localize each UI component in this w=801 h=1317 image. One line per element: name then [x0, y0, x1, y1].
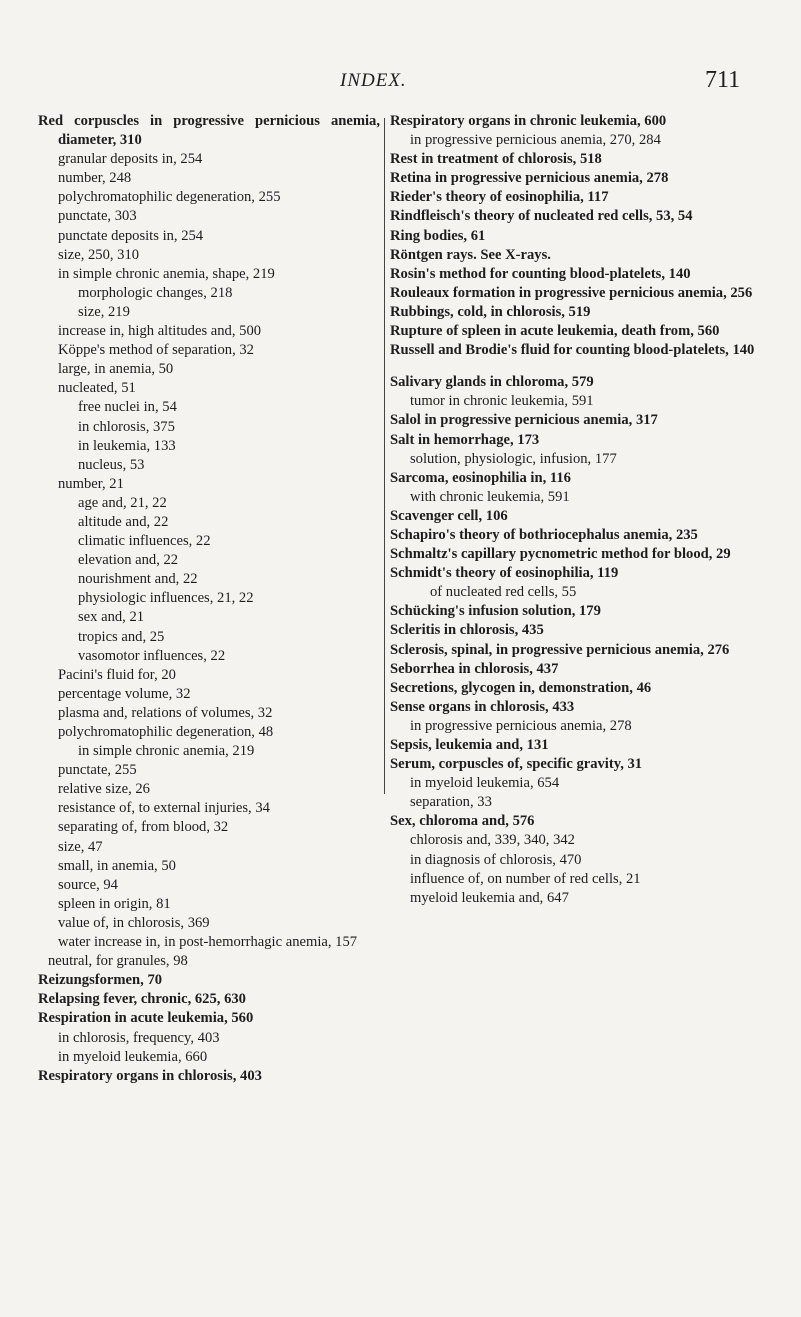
index-entry: Secretions, glycogen in, demonstration, 46 [390, 679, 652, 696]
index-entry: Salt in hemorrhage, 173 [390, 431, 540, 448]
index-entry: relative size, 26 [58, 781, 150, 798]
index-entry: size, 47 [58, 838, 103, 855]
index-entry: in progressive pernicious anemia, 278 [410, 717, 632, 734]
index-entry: Rindfleisch's theory of nucleated red cells, 53, 54 [390, 208, 693, 225]
index-entry: Schücking's infusion solution, 179 [390, 603, 601, 620]
index-entry: Salol in progressive pernicious anemia, 317 [390, 412, 658, 429]
index-entry: Rouleaux formation in progressive pernicious anemia, 256 [390, 284, 753, 301]
index-entry: Rupture of spleen in acute leukemia, death from, 560 [390, 323, 720, 340]
index-entry: plasma and, relations of volumes, 32 [58, 704, 273, 721]
index-entry: punctate, 255 [58, 762, 137, 779]
index-entry: number, 21 [58, 475, 124, 492]
index-entry: spleen in origin, 81 [58, 895, 171, 912]
index-entry: Russell and Brodie's fluid for counting blood-platelets, 140 [390, 342, 755, 359]
index-entry: in leukemia, 133 [78, 437, 176, 454]
index-entry: Sex, chloroma and, 576 [390, 813, 535, 830]
index-entry: Rosin's method for counting blood-platelets, 140 [390, 265, 691, 282]
index-entry: Relapsing fever, chronic, 625, 630 [38, 991, 246, 1008]
index-entry: Schapiro's theory of bothriocephalus anemia, 235 [390, 526, 698, 543]
index-entry: Respiratory organs in chlorosis, 403 [38, 1067, 262, 1084]
index-entry: age and, 21, 22 [78, 494, 167, 511]
index-entry: Scleritis in chlorosis, 435 [390, 622, 544, 639]
index-entry: Rieder's theory of eosinophilia, 117 [390, 189, 609, 206]
index-entry: punctate deposits in, 254 [58, 227, 204, 244]
index-entry: percentage volume, 32 [58, 685, 191, 702]
index-entry: Rubbings, cold, in chlorosis, 519 [390, 303, 591, 320]
index-entry: Pacini's fluid for, 20 [58, 666, 176, 683]
index-entry: Köppe's method of separation, 32 [58, 342, 254, 359]
index-entry: value of, in chlorosis, 369 [58, 914, 210, 931]
index-entry: in myeloid leukemia, 660 [58, 1048, 208, 1065]
index-entry: Röntgen rays. See X-rays. [390, 246, 551, 263]
index-entry: physiologic influences, 21, 22 [78, 590, 254, 607]
index-entry: punctate, 303 [58, 208, 137, 225]
index-entry: Sarcoma, eosinophilia in, 116 [390, 469, 571, 486]
page-header [0, 67, 801, 100]
index-entry: in simple chronic anemia, 219 [78, 743, 255, 760]
index-entry: Schmaltz's capillary pycnometric method for blood, 29 [390, 546, 731, 563]
index-entry: solution, physiologic, infusion, 177 [410, 450, 617, 467]
index-entry: influence of, on number of red cells, 21 [410, 870, 641, 887]
index-entry: in simple chronic anemia, shape, 219 [58, 265, 275, 282]
index-entry: free nuclei in, 54 [78, 399, 177, 416]
index-entry: Salivary glands in chloroma, 579 [390, 374, 594, 391]
index-entry: water increase in, in post-hemorrhagic anemia, 157 [58, 934, 358, 951]
index-entry: sex and, 21 [78, 609, 145, 626]
index-entry: Retina in progressive pernicious anemia, 278 [390, 170, 669, 187]
index-entry: separating of, from blood, 32 [58, 819, 229, 836]
index-entry: of nucleated red cells, 55 [430, 584, 577, 601]
index-entry: chlorosis and, 339, 340, 342 [410, 832, 575, 849]
index-entry: granular deposits in, 254 [58, 151, 203, 168]
index-entry: size, 219 [78, 303, 130, 320]
index-entry: nucleus, 53 [78, 456, 145, 473]
index-entry: Reizungsformen, 70 [38, 972, 163, 989]
index-entry: polychromatophilic degeneration, 255 [58, 189, 281, 206]
index-column-right [390, 112, 770, 908]
index-entry: resistance of, to external injuries, 34 [58, 800, 270, 817]
index-entry: in diagnosis of chlorosis, 470 [410, 851, 582, 868]
index-entry: Respiratory organs in chronic leukemia, 600 [390, 113, 667, 129]
index-entry: Schmidt's theory of eosinophilia, 119 [390, 565, 619, 582]
index-column-left [38, 112, 380, 1086]
index-entry: source, 94 [58, 876, 118, 893]
index-entry: large, in anemia, 50 [58, 361, 174, 378]
index-entry: in progressive pernicious anemia, 270, 284 [410, 132, 661, 149]
index-entry: altitude and, 22 [78, 513, 169, 530]
index-entry: separation, 33 [410, 794, 492, 811]
index-entry: vasomotor influences, 22 [78, 647, 226, 664]
index-entry: Sepsis, leukemia and, 131 [390, 737, 549, 753]
index-entry: Respiration in acute leukemia, 560 [38, 1010, 254, 1027]
index-entry: tumor in chronic leukemia, 591 [410, 393, 594, 410]
index-entry: tropics and, 25 [78, 628, 165, 645]
index-entry: Rest in treatment of chlorosis, 518 [390, 151, 602, 168]
index-entry: elevation and, 22 [78, 552, 179, 569]
index-entry: Seborrhea in chlorosis, 437 [390, 660, 559, 677]
index-entry: myeloid leukemia and, 647 [410, 889, 569, 906]
index-entry: polychromatophilic degeneration, 48 [58, 724, 274, 740]
index-entry: neutral, for granules, 98 [48, 953, 188, 970]
index-entry: climatic influences, 22 [78, 533, 211, 550]
column-divider [384, 118, 385, 794]
page-title: INDEX. [340, 70, 407, 91]
index-entry: Ring bodies, 61 [390, 227, 486, 244]
index-entry: with chronic leukemia, 591 [410, 488, 570, 505]
index-entry: Scavenger cell, 106 [390, 507, 508, 524]
index-entry: in myeloid leukemia, 654 [410, 775, 560, 792]
index-entry: size, 250, 310 [58, 246, 140, 263]
index-entry: in chlorosis, frequency, 403 [58, 1029, 220, 1046]
index-entry: in chlorosis, 375 [78, 418, 175, 435]
index-entry: Serum, corpuscles of, specific gravity, 31 [390, 756, 643, 773]
index-entry: nourishment and, 22 [78, 571, 198, 588]
index-entry: nucleated, 51 [58, 380, 136, 397]
index-entry: small, in anemia, 50 [58, 857, 176, 874]
index-entry: Sense organs in chlorosis, 433 [390, 698, 575, 715]
index-entry: increase in, high altitudes and, 500 [58, 323, 262, 340]
index-entry: morphologic changes, 218 [78, 284, 233, 301]
index-entry: number, 248 [58, 170, 132, 187]
index-entry: Red corpuscles in progressive pernicious anemia, diameter, 310 [38, 113, 380, 149]
index-entry: Sclerosis, spinal, in progressive pernicious anemia, 276 [390, 641, 730, 658]
page-number: 711 [705, 67, 741, 93]
